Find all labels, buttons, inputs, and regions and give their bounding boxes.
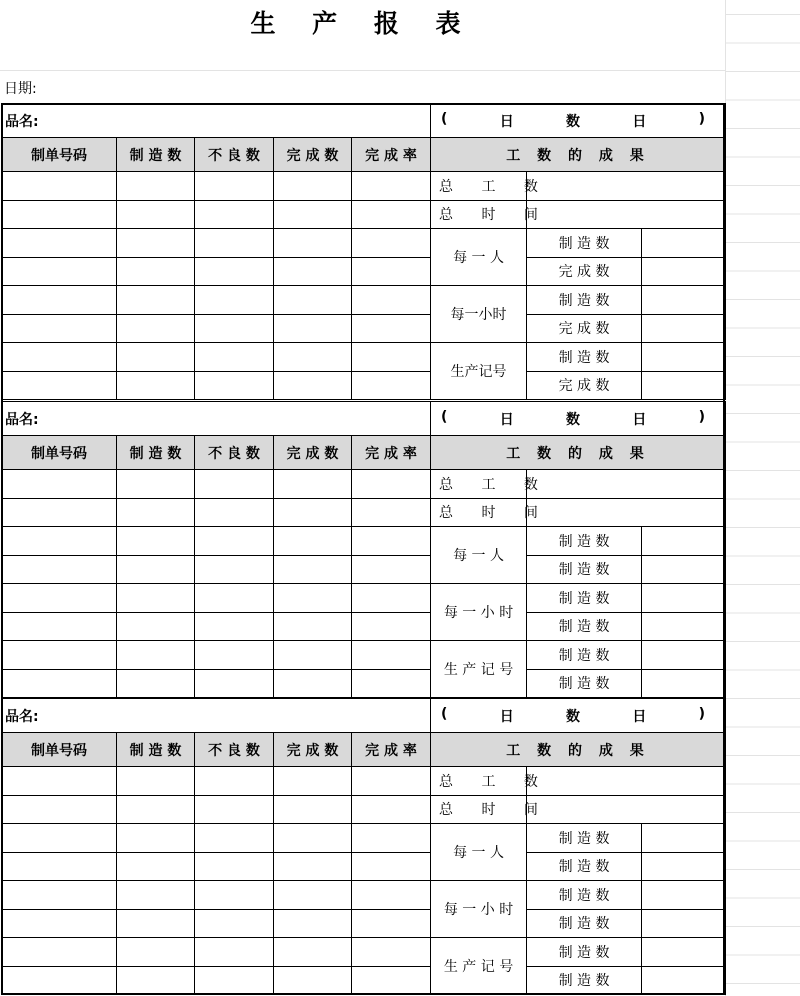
production-record-label: 生 产 记 号 [431,938,527,995]
col-header-defective: 不 良 数 [195,138,274,172]
per-hour-label: 每 一 小 时 [431,584,527,641]
production-record-sub-label: 制 造 数 [527,966,642,995]
per-hour-sub-label: 制 造 数 [527,909,642,938]
days-label-1: 日 [499,708,514,725]
production-record-sub-label: 制 造 数 [527,641,642,670]
days-open-paren: ( [441,705,448,722]
per-hour-sub-label: 制 造 数 [527,286,642,315]
col-header-completed: 完 成 数 [274,138,352,172]
spreadsheet-grid-background [725,0,800,996]
col-header-defective: 不 良 数 [195,733,274,767]
production-record-label: 生 产 记 号 [431,641,527,698]
days-label-3: 日 [632,411,647,428]
col-header-work-result: 工 数 的 成 果 [431,733,726,767]
days-close-paren: ) [698,705,706,722]
days-label-2: 数 [566,411,581,428]
days-label-1: 日 [499,411,514,428]
days-label-2: 数 [566,113,581,130]
product-name-label: 品名: [5,113,39,130]
days-label-3: 日 [632,113,647,130]
days-close-paren: ) [698,110,706,127]
per-hour-label: 每 一 小 时 [431,881,527,938]
col-header-order-no: 制单号码 [2,733,117,767]
report-title: 生 产 报 表 [250,9,475,38]
sheet-outer-border [1,103,725,995]
days-close-paren: ) [698,408,706,425]
days-open-paren: ( [441,408,448,425]
per-person-sub-label: 制 造 数 [527,555,642,584]
col-header-order-no: 制单号码 [2,436,117,470]
per-person-label: 每 一 人 [431,229,527,286]
total-work-label: 总 工 数 [431,172,527,201]
days-label-3: 日 [632,708,647,725]
total-work-label: 总 工 数 [431,767,527,796]
col-header-manufactured: 制 造 数 [117,436,195,470]
per-person-sub-label: 制 造 数 [527,527,642,556]
per-person-label: 每 一 人 [431,527,527,584]
days-label-1: 日 [499,113,514,130]
total-time-label: 总 时 间 [431,795,527,824]
days-label-2: 数 [566,708,581,725]
days-open-paren: ( [441,110,448,127]
per-person-label: 每 一 人 [431,824,527,881]
date-label: 日期: [4,81,37,97]
total-time-label: 总 时 间 [431,498,527,527]
per-person-sub-label: 完 成 数 [527,257,642,286]
col-header-completion-rate: 完 成 率 [352,436,431,470]
col-header-completion-rate: 完 成 率 [352,733,431,767]
col-header-defective: 不 良 数 [195,436,274,470]
col-header-completed: 完 成 数 [274,436,352,470]
col-header-completed: 完 成 数 [274,733,352,767]
col-header-work-result: 工 数 的 成 果 [431,436,726,470]
spreadsheet-grid-line [0,70,725,71]
production-record-sub-label: 制 造 数 [527,938,642,967]
col-header-manufactured: 制 造 数 [117,138,195,172]
per-person-sub-label: 制 造 数 [527,824,642,853]
total-work-label: 总 工 数 [431,470,527,499]
production-record-label: 生产记号 [431,343,527,400]
per-hour-label: 每一小时 [431,286,527,343]
production-record-sub-label: 制 造 数 [527,343,642,372]
col-header-manufactured: 制 造 数 [117,733,195,767]
per-person-sub-label: 制 造 数 [527,229,642,258]
product-name-label: 品名: [5,411,39,428]
per-hour-sub-label: 完 成 数 [527,314,642,343]
col-header-work-result: 工 数 的 成 果 [431,138,726,172]
total-time-label: 总 时 间 [431,200,527,229]
col-header-completion-rate: 完 成 率 [352,138,431,172]
per-person-sub-label: 制 造 数 [527,852,642,881]
production-record-sub-label: 制 造 数 [527,669,642,698]
production-record-sub-label: 完 成 数 [527,371,642,400]
per-hour-sub-label: 制 造 数 [527,881,642,910]
per-hour-sub-label: 制 造 数 [527,584,642,613]
product-name-label: 品名: [5,708,39,725]
col-header-order-no: 制单号码 [2,138,117,172]
per-hour-sub-label: 制 造 数 [527,612,642,641]
